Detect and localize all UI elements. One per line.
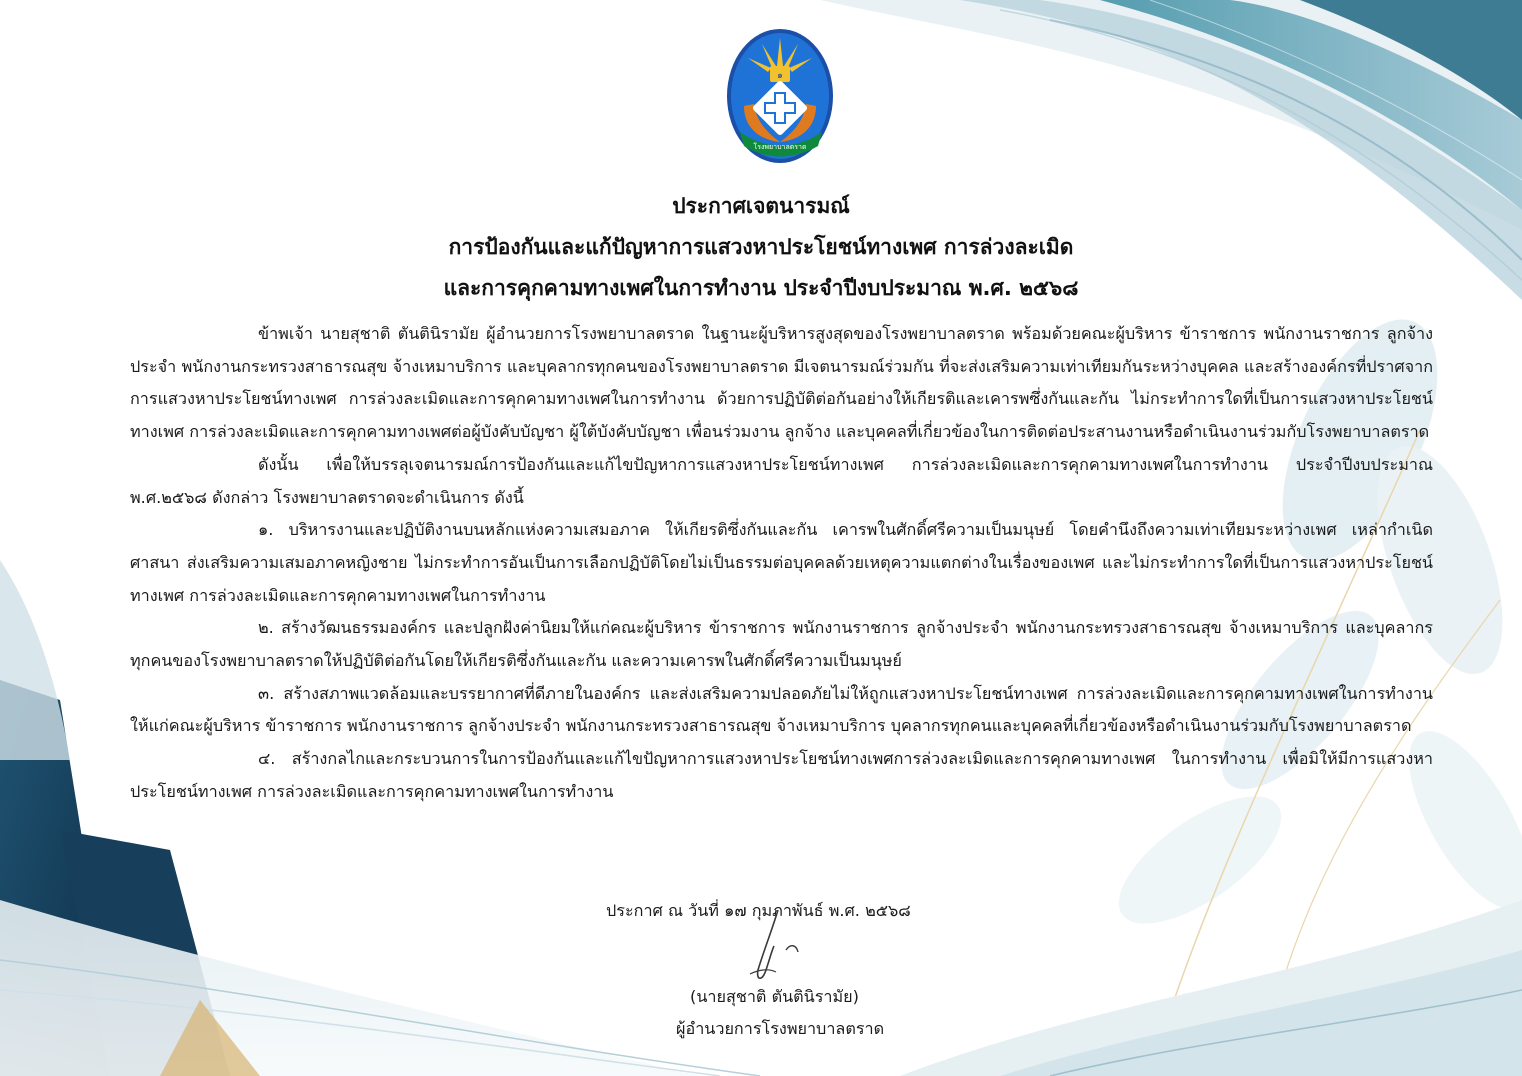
paragraph-item-4: ๔. สร้างกลไกและกระบวนการในการป้องกันและแก้ไขปัญหาการแสวงหาประโยชน์ทางเพศการล่วงละเมิดและการคุกคามทางเพศ ในการทำงาน เพื่อมิให้มีการแสวงหาประโยชน์ทางเพศ การล่วงละเมิดและการคุกคามทางเพศในการทำงาน — [130, 749, 1433, 801]
title-line-2: การป้องกันและแก้ปัญหาการแสวงหาประโยชน์ทางเพศ การล่วงละเมิด — [448, 235, 1074, 259]
document-body — [130, 318, 1433, 809]
paragraph-item-3: ๓. สร้างสภาพแวดล้อมและบรรยากาศที่ดีภายในองค์กร และส่งเสริมความปลอดภัยไม่ให้ถูกแสวงหาประโยชน์ทางเพศ การล่วงละเมิดและการคุกคามทางเพศในการทำงาน ให้แก่คณะผู้บริหาร ข้าราชการ พนักงานราชการ ลูกจ้างประจำ พนักงานกระทรวงสาธารณสุข จ้างเหมาบริการ บุคลากรทุกคนและบุคคลที่เกี่ยวข้องหรือดำเนินงานร่วมกับโรงพยาบาลตราด — [130, 683, 1433, 736]
signer-name: (นายสุชาติ ตันตินิรามัย) — [690, 987, 859, 1006]
title-line-1: ประกาศเจตนารมณ์ — [672, 194, 850, 218]
paragraph-item-1: ๑. บริหารงานและปฏิบัติงานบนหลักแห่งความเสมอภาค ให้เกียรติซึ่งกันและกัน เคารพในศักดิ์ศรีความเป็นมนุษย์ โดยคำนึงถึงความเท่าเทียมระหว่างเพศ เหล่ากำเนิด ศาสนา ส่งเสริมความเสมอภาคหญิงชาย ไม่กระทำการอันเป็นการเลือกปฏิบัติโดยไม่เป็นธรรมต่อบุคคลด้วยเหตุความแตกต่างในเรื่องของเพศ และไม่กระทำการใดที่เป็นการแสวงหาประโยชน์ทางเพศ การล่วงละเมิดและการคุกคามทางเพศในการทำงาน — [130, 520, 1433, 605]
paragraph-therefore: ดังนั้น เพื่อให้บรรลุเจตนารมณ์การป้องกันและแก้ไขปัญหาการแสวงหาประโยชน์ทางเพศ การล่วงละเมิดและการคุกคามทางเพศในการทำงาน ประจำปีงบประมาณ พ.ศ.๒๕๖๘ ดังกล่าว โรงพยาบาลตราดจะดำเนินการ ดังนี้ — [130, 454, 1433, 507]
signature-mark — [728, 910, 818, 990]
logo-band-text: โรงพยาบาลตราด — [753, 143, 807, 151]
paragraph-item-2: ๒. สร้างวัฒนธรรมองค์กร และปลูกฝังค่านิยมให้แก่คณะผู้บริหาร ข้าราชการ พนักงานราชการ ลูกจ้างประจำ พนักงานกระทรวงสาธารณสุข จ้างเหมาบริการ และบุคลากรทุกคนของโรงพยาบาลตราดให้ปฏิบัติต่อกันโดยให้เกียรติซึ่งกันและกัน และความเคารพในศักดิ์ศรีความเป็นมนุษย์ — [130, 618, 1433, 671]
announcement-date: ประกาศ ณ วันที่ ๑๗ กุมภาพันธ์ พ.ศ. ๒๕๖๘ — [606, 901, 911, 920]
svg-text:๑: ๑ — [777, 71, 783, 81]
hospital-logo-icon — [726, 28, 834, 164]
paragraph-intro: ข้าพเจ้า นายสุชาติ ตันตินิรามัย ผู้อำนวยการโรงพยาบาลตราด ในฐานะผู้บริหารสูงสุดของโรงพยาบาลตราด พร้อมด้วยคณะผู้บริหาร ข้าราชการ พนักงานราชการ ลูกจ้างประจำ พนักงานกระทรวงสาธารณสุข จ้างเหมาบริการ และบุคลากรทุกคนของโรงพยาบาลตราด มีเจตนารมณ์ร่วมกัน ที่จะส่งเสริมความเท่าเทียมกันระหว่างบุคคล และสร้างองค์กรที่ปราศจากการแสวงหาประโยชน์ทางเพศ การล่วงละเมิดและการคุกคามทางเพศในการทำงาน ด้วยการปฏิบัติต่อกันอย่างให้เกียรติและเคารพซึ่งกันและกัน ไม่กระทำการใดที่เป็นการแสวงหาประโยชน์ทางเพศ การล่วงละเมิดและการคุกคามทางเพศต่อผู้บังคับบัญชา ผู้ใต้บังคับบัญชา เพื่อนร่วมงาน ลูกจ้าง และบุคคลที่เกี่ยวข้องในการติดต่อประสานงานหรือดำเนินงานร่วมกับโรงพยาบาลตราด — [130, 324, 1433, 442]
bottom-right-wave — [900, 900, 1522, 1076]
title-line-3: และการคุกคามทางเพศในการทำงาน ประจำปีงบประมาณ พ.ศ. ๒๕๖๘ — [443, 276, 1079, 300]
signer-title: ผู้อำนวยการโรงพยาบาลตราด — [676, 1019, 885, 1038]
document-title — [0, 186, 1522, 309]
